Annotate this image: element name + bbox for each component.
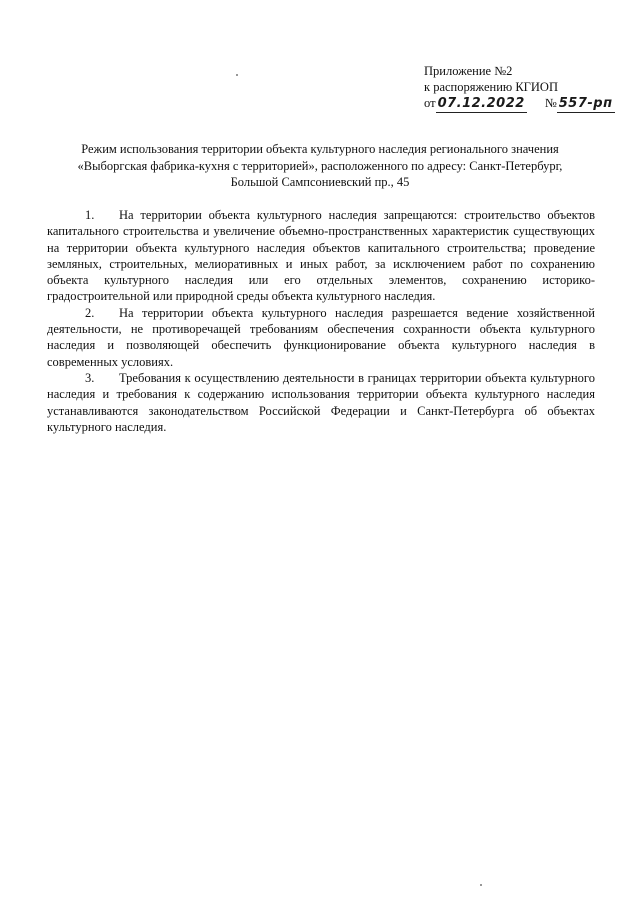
- date-prefix: от: [424, 96, 436, 110]
- handwritten-date: 07.12.2022: [437, 96, 525, 111]
- paragraph-number: 3.: [85, 370, 95, 385]
- appendix-title: Приложение №2: [424, 64, 513, 78]
- scan-speck: [480, 884, 482, 886]
- paragraph-number: 1.: [85, 208, 95, 222]
- title-line-1: Режим использования территории объекта культурного наследия регионального значения: [81, 142, 559, 156]
- paragraph-3: [47, 370, 595, 435]
- handwritten-number: 557-рп: [558, 96, 613, 111]
- paragraph-text: На территории объекта культурного наследия разрешается ведение хозяйственной деятельности, не противоречащей требованиям обеспечения сохранности объекта культурного наследия и позволяющей обеспечить функционирование объекта культурного наследия в современных условиях.: [47, 305, 595, 369]
- title-line-2: «Выборгская фабрика-кухня с территорией», расположенного по адресу: Санкт-Петербург,: [77, 158, 563, 173]
- paragraph-1: [47, 207, 595, 305]
- paragraph-text: На территории объекта культурного наследия запрещаются: строительство объектов капитального строительства и увеличение объемно-пространственных характеристик существующих на территории объекта культурного наследия объектов капитального строительства; проведение земляных, строительных, мелиоративных и иных работ, за исключением работ по сохранению объекта культурного наследия или его отдельных элементов, сохранению историко-градостроительной или природной среды объекта культурного наследия.: [47, 208, 595, 304]
- scan-speck: [236, 74, 238, 76]
- paragraph-text: Требования к осуществлению деятельности в границах территории объекта культурного наследия и требования к содержанию использования территории объекта культурного наследия устанавливаются законодательством Российской Федерации и Санкт-Петербурга об объектах культурного наследия.: [47, 370, 595, 434]
- paragraph-number: 2.: [85, 305, 95, 320]
- appendix-header: [424, 63, 615, 113]
- paragraph-2: [47, 305, 595, 370]
- title-line-3: Большой Сампсониевский пр., 45: [230, 175, 410, 189]
- document-body: [47, 207, 595, 435]
- appendix-date-line: [424, 95, 615, 113]
- appendix-order-ref: к распоряжению КГИОП: [424, 80, 558, 94]
- number-prefix: №: [544, 96, 557, 110]
- document-title: [46, 141, 594, 191]
